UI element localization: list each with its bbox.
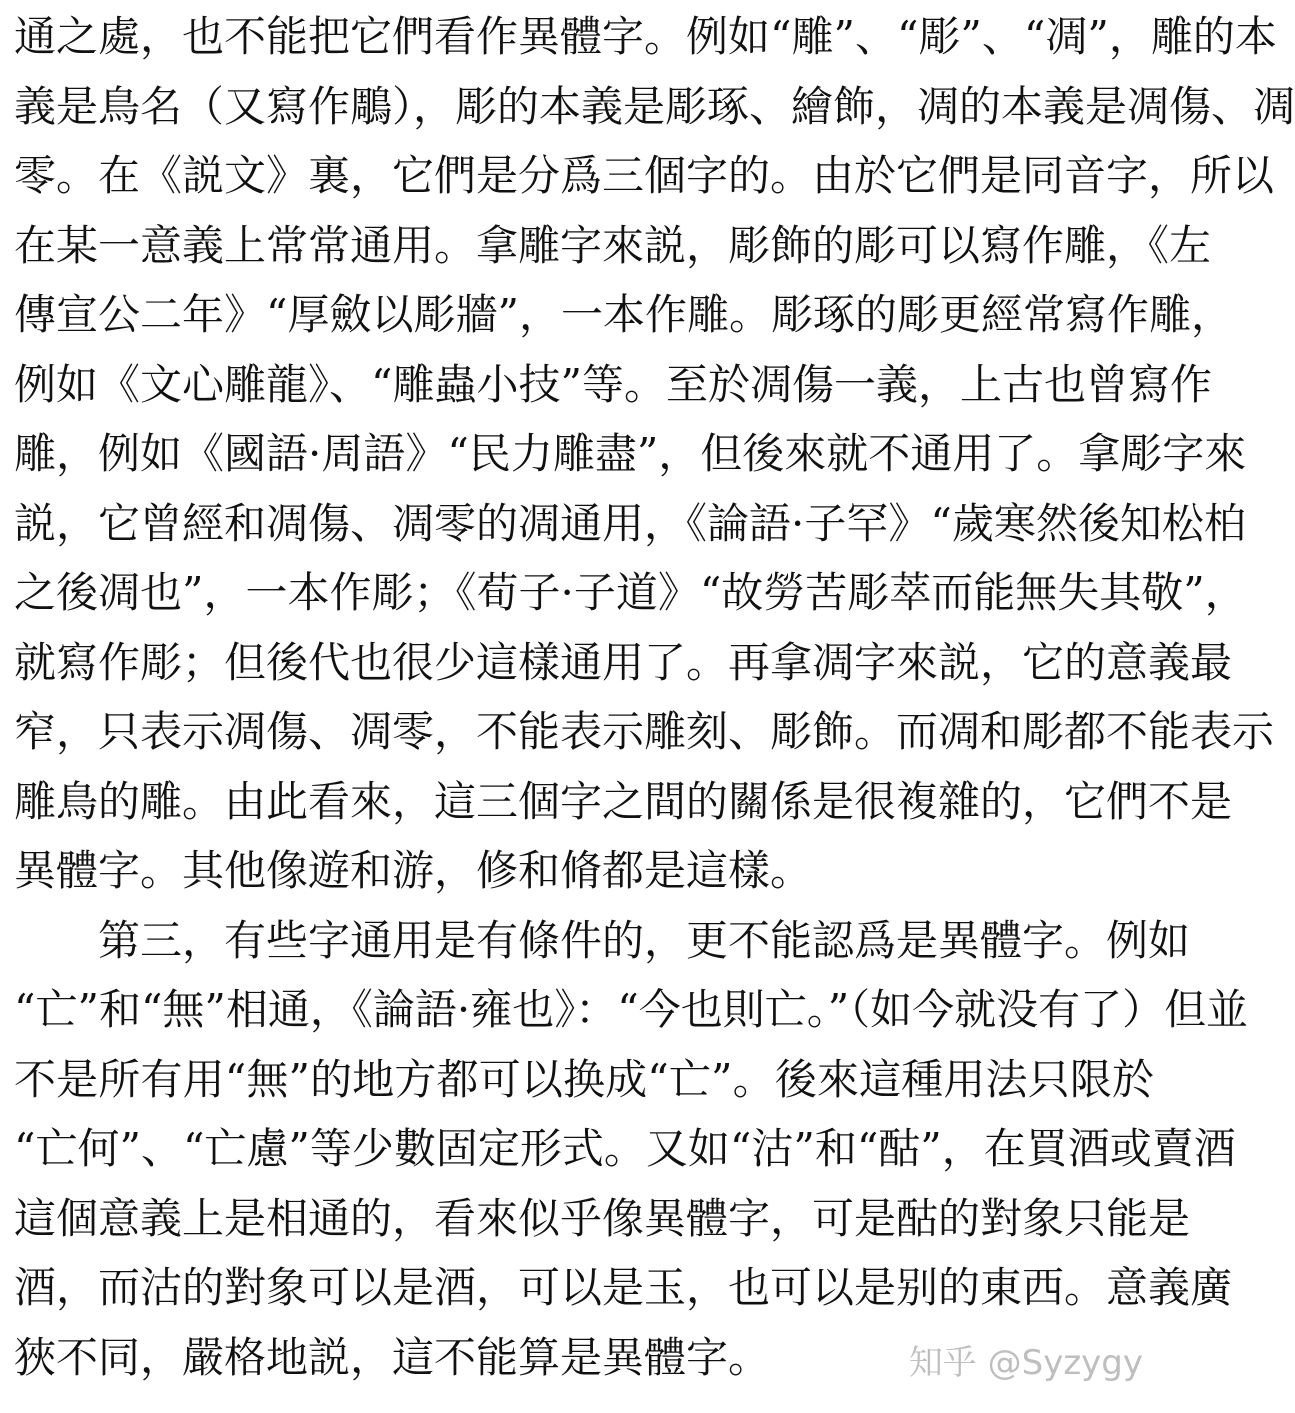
text-line-15: “亡”和“無”相通，《論語·雍也》：“今也則亡。”（如今就没有了）但並 <box>14 985 1249 1034</box>
text-line-9: 之後凋也”，一本作彫；《荀子·子道》“故勞苦彫萃而能無失其敬”， <box>14 568 1247 617</box>
text-line-18: 這個意義上是相通的，看來似乎像異體字，可是酤的對象只能是 <box>14 1193 1191 1243</box>
text-line-10: 就寫作彫；但後代也很少這樣通用了。再拿凋字來説，它的意義最 <box>14 637 1233 687</box>
text-line-3: 零。在《説文》裏，它們是分爲三個字的。由於它們是同音字，所以 <box>14 151 1275 200</box>
text-line-8: 説，它曾經和凋傷、凋零的凋通用，《論語·子罕》“歲寒然後知松柏 <box>14 498 1246 548</box>
body-text <box>14 2 1295 1392</box>
text-line-7: 雕，例如《國語·周語》“民力雕盡”，但後來就不通用了。拿彫字來 <box>14 429 1247 478</box>
text-line-19: 酒，而沽的對象可以是酒，可以是玉，也可以是别的東西。意義廣 <box>14 1263 1233 1312</box>
text-line-13: 異體字。其他像遊和游，修和脩都是這樣。 <box>14 846 813 895</box>
text-line-20: 狹不同，嚴格地説，這不能算是異體字。 <box>14 1332 771 1382</box>
text-line-2: 義是鳥名（又寫作鵰），彫的本義是彫琢、繪飾，凋的本義是凋傷、凋 <box>14 81 1295 131</box>
text-line-14: 第三，有些字通用是有條件的，更不能認爲是異體字。例如 <box>98 915 1191 965</box>
zhihu-watermark: 知乎 @Syzygy <box>908 1343 1143 1383</box>
text-line-6: 例如《文心雕龍》、“雕蟲小技”等。至於凋傷一義，上古也曾寫作 <box>14 359 1212 409</box>
text-line-5: 傳宣公二年》“厚斂以彫牆”，一本作雕。彫琢的彫更經常寫作雕， <box>14 290 1233 339</box>
text-line-1: 通之處，也不能把它們看作異體字。例如“雕”、“彫”、“凋”，雕的本 <box>14 12 1277 61</box>
text-line-11: 窄，只表示凋傷、凋零，不能表示雕刻、彫飾。而凋和彫都不能表示 <box>14 707 1275 756</box>
text-line-4: 在某一意義上常常通用。拿雕字來説，彫飾的彫可以寫作雕，《左 <box>14 220 1212 270</box>
text-line-17: “亡何”、“亡慮”等少數固定形式。又如“沽”和“酤”，在買酒或賣酒 <box>14 1124 1236 1173</box>
text-line-12: 雕鳥的雕。由此看來，這三個字之間的關係是很複雜的，它們不是 <box>14 776 1233 826</box>
text-line-16: 不是所有用“無”的地方都可以换成“亡”。後來這種用法只限於 <box>14 1054 1154 1104</box>
